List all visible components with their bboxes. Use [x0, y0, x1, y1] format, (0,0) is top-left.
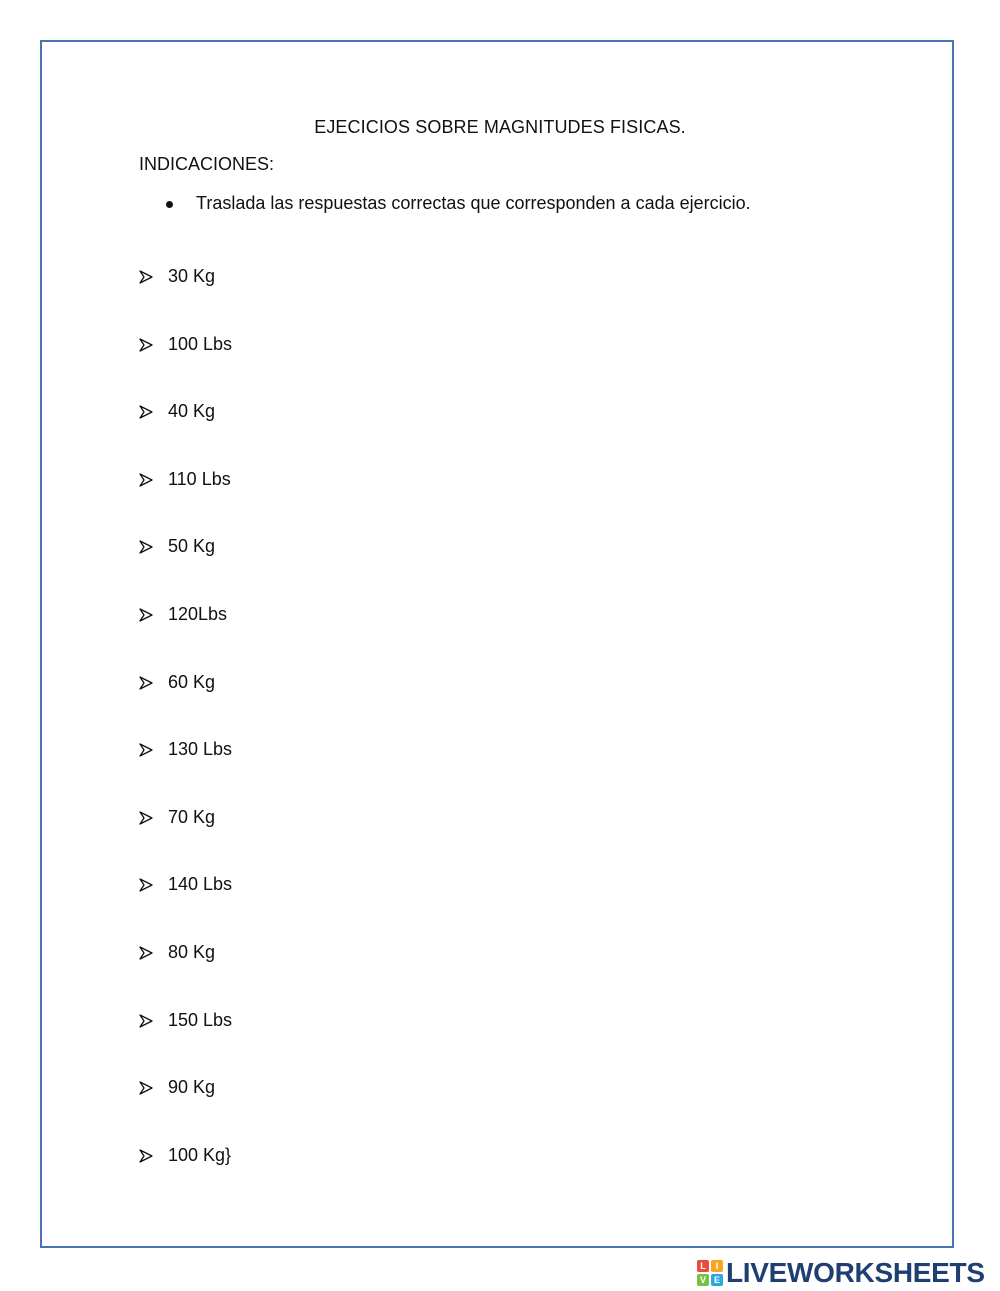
arrowhead-bullet-icon: [139, 946, 153, 960]
answer-label: 130 Lbs: [168, 739, 233, 760]
answer-label: 100 Kg}: [168, 1144, 232, 1165]
liveworksheets-logo: [697, 1257, 985, 1289]
answer-item: [139, 334, 232, 402]
round-bullet-icon: [166, 201, 173, 208]
answer-label: 60 Kg: [168, 671, 216, 692]
answer-label: 140 Lbs: [168, 874, 233, 895]
brand-blocks-icon: [697, 1260, 723, 1286]
brand-block-letter: V: [697, 1274, 709, 1286]
arrowhead-bullet-icon: [139, 1081, 153, 1095]
arrowhead-bullet-icon: [139, 743, 153, 757]
instructions-heading: INDICACIONES:: [139, 154, 275, 174]
answer-label: 120Lbs: [168, 603, 228, 624]
answer-item: [139, 469, 232, 537]
arrowhead-bullet-icon: [139, 1014, 153, 1028]
answer-item: [139, 874, 232, 942]
answer-label: 110 Lbs: [168, 468, 231, 489]
answer-label: 70 Kg: [168, 806, 216, 827]
answer-label: 50 Kg: [168, 536, 216, 557]
answer-label: 30 Kg: [168, 266, 216, 286]
arrowhead-bullet-icon: [139, 811, 153, 825]
answer-item: [139, 807, 232, 875]
answer-item: [139, 536, 232, 604]
answer-label: 40 Kg: [168, 401, 216, 422]
arrowhead-bullet-icon: [139, 270, 153, 284]
answer-item: [139, 604, 232, 672]
arrowhead-bullet-icon: [139, 1149, 153, 1163]
brand-name: LIVEWORKSHEETS: [726, 1257, 985, 1288]
arrowhead-bullet-icon: [139, 878, 153, 892]
brand-block-letter: E: [711, 1274, 723, 1286]
arrowhead-bullet-icon: [139, 540, 153, 554]
answer-label: 90 Kg: [168, 1077, 216, 1098]
answer-label: 150 Lbs: [168, 1009, 233, 1030]
brand-block-letter: L: [697, 1260, 709, 1272]
brand-block-letter: I: [711, 1260, 723, 1272]
instruction-text: Traslada las respuestas correctas que corresponden a cada ejercicio.: [196, 193, 751, 213]
instruction-bullet-row: [166, 193, 751, 214]
answer-item: [139, 1145, 232, 1213]
answer-item: [139, 266, 232, 334]
answer-item: [139, 672, 232, 740]
arrowhead-bullet-icon: [139, 473, 153, 487]
arrowhead-bullet-icon: [139, 338, 153, 352]
answer-item: [139, 1010, 232, 1078]
answer-item: [139, 401, 232, 469]
answer-list: [139, 266, 232, 1212]
answer-label: 80 Kg: [168, 941, 216, 962]
answer-label: 100 Lbs: [168, 333, 233, 354]
worksheet-title: EJECICIOS SOBRE MAGNITUDES FISICAS.: [314, 117, 686, 137]
arrowhead-bullet-icon: [139, 405, 153, 419]
arrowhead-bullet-icon: [139, 676, 153, 690]
answer-item: [139, 739, 232, 807]
answer-item: [139, 942, 232, 1010]
answer-item: [139, 1077, 232, 1145]
arrowhead-bullet-icon: [139, 608, 153, 622]
